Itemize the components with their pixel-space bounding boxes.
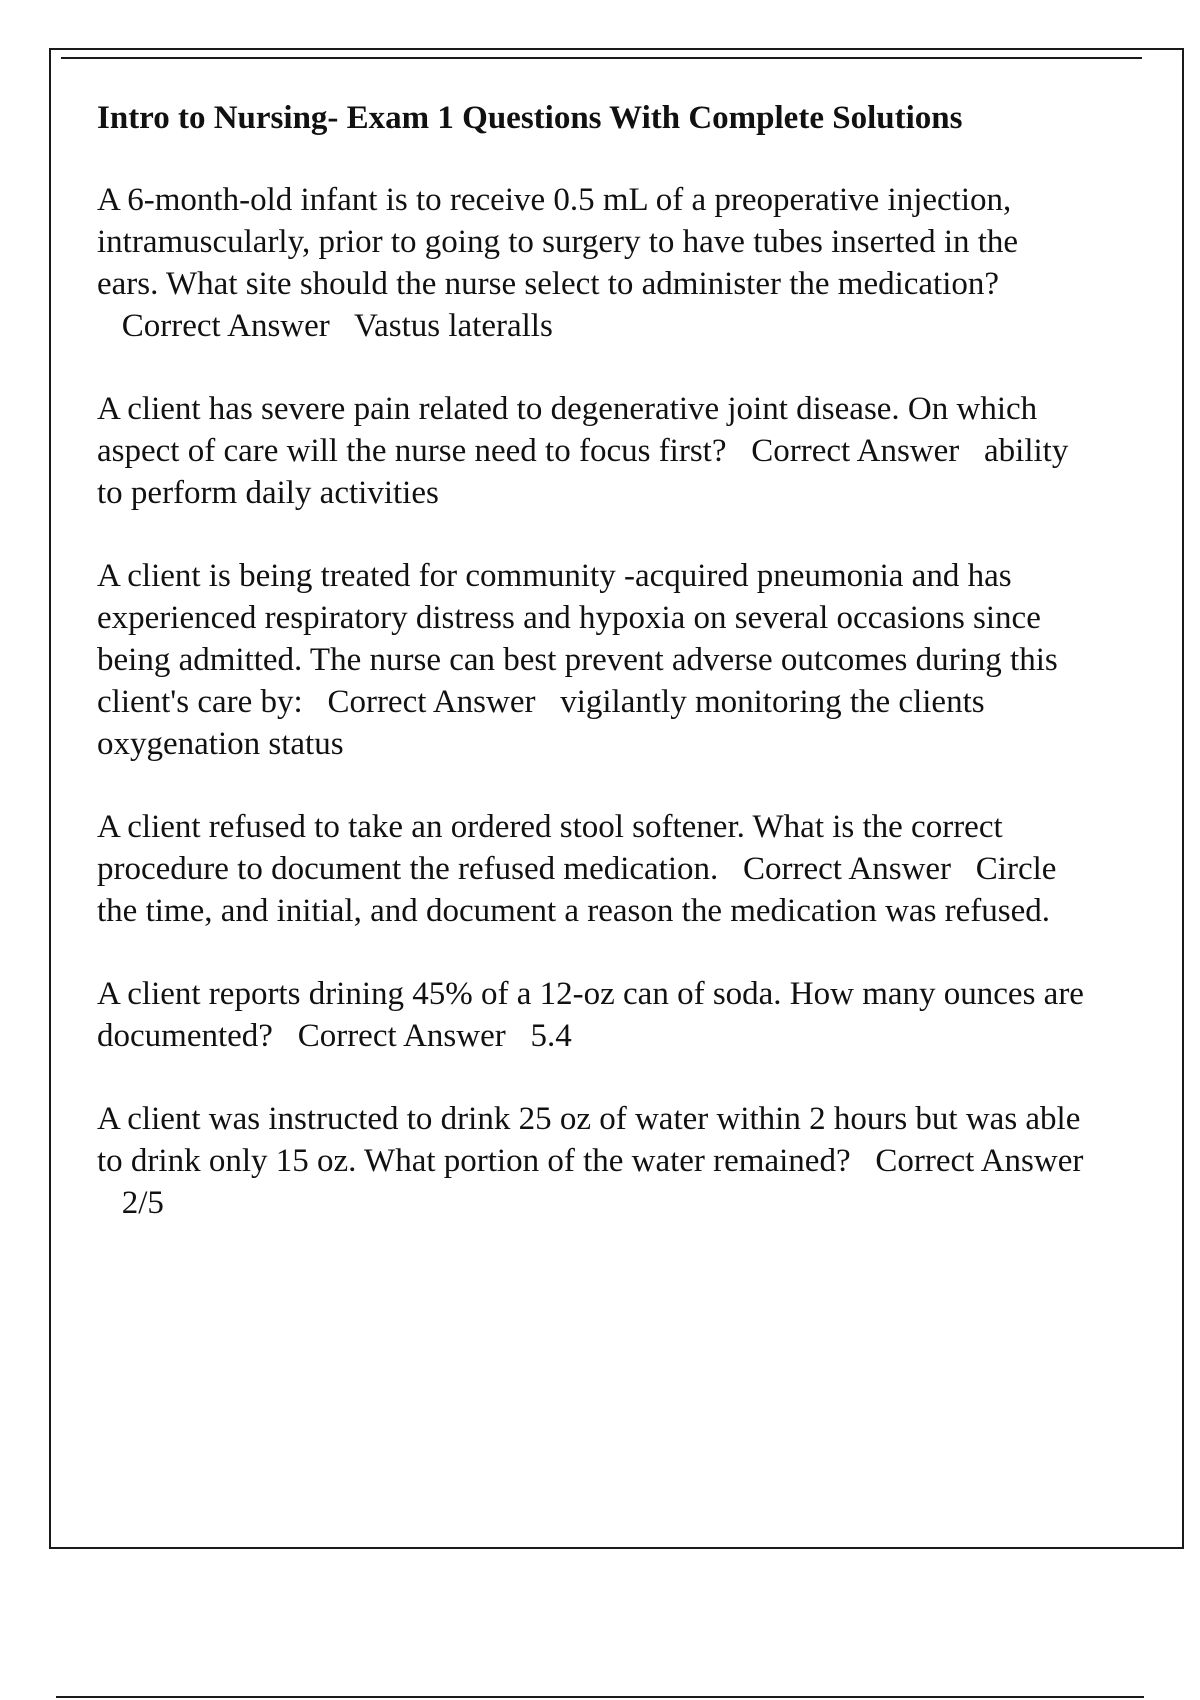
question-text: A 6-month-old infant is to receive 0.5 mL of a preoperative injection, intramuscularly, prior to going to surgery to have tubes inserted in the ears. What site should the nurse select to administer the medication? <box>97 182 1019 302</box>
answer-label: Correct Answer <box>875 1143 1084 1179</box>
answer-text: 5.4 <box>530 1018 572 1054</box>
answer-label: Correct Answer <box>743 851 952 887</box>
page-title: Intro to Nursing- Exam 1 Questions With Complete Solutions <box>97 100 963 136</box>
question-block-3 <box>97 555 1087 765</box>
answer-label: Correct Answer <box>751 433 960 469</box>
question-text: A client was instructed to drink 25 oz of water within 2 hours but was able to drink only 15 oz. What portion of the water remained? <box>97 1101 1081 1179</box>
answer-text: vigilantly monitoring the clients oxygenation status <box>97 684 985 762</box>
answer-label: Correct Answer <box>121 308 330 344</box>
answer-text: Vastus lateralls <box>353 308 553 344</box>
answer-label: Correct Answer <box>327 684 536 720</box>
question-block-4 <box>97 806 1087 932</box>
answer-text: Circle the time, and initial, and document a reason the medication was refused. <box>97 851 1057 929</box>
question-block-1 <box>97 179 1087 347</box>
question-text: A client has severe pain related to degenerative joint disease. On which aspect of care will the nurse need to focus first? <box>97 391 1038 469</box>
answer-label: Correct Answer <box>297 1018 506 1054</box>
question-block-6 <box>97 1098 1087 1224</box>
question-text: A client refused to take an ordered stool softener. What is the correct procedure to document the refused medication. <box>97 809 1003 887</box>
question-block-2 <box>97 388 1087 514</box>
top-rule <box>61 57 1142 59</box>
answer-text: 2/5 <box>121 1185 164 1221</box>
question-text: A client reports drining 45% of a 12-oz can of soda. How many ounces are documented? <box>97 976 1084 1054</box>
question-text: A client is being treated for community -acquired pneumonia and has experienced respiratory distress and hypoxia on several occasions since being admitted. The nurse can best prevent adverse outcomes during this client's care by: <box>97 558 1058 720</box>
document-body <box>97 97 1087 1265</box>
bottom-rule <box>56 1696 1144 1698</box>
question-block-5 <box>97 973 1087 1057</box>
answer-text: ability to perform daily activities <box>97 433 1069 511</box>
